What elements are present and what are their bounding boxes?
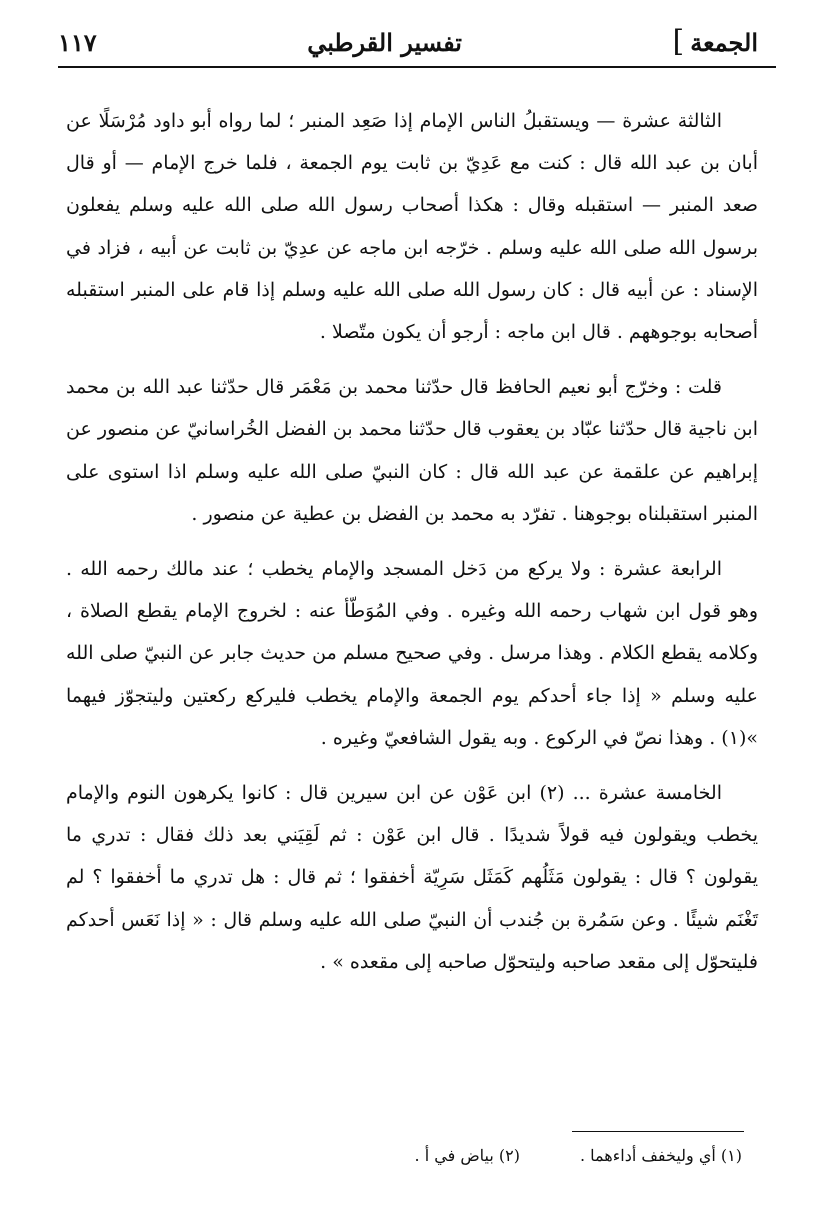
paragraph-fifteenth: الخامسة عشرة ... (٢) ابن عَوْن عن ابن سيرين قال : كانوا يكرهون النوم والإمام يخطب ويقولون فيه قولاً شديدًا . قال ابن عَوْن : ثم لَقِيَني بعد ذلك فقال : تدري ما يقولون ؟ قال : يقولون مَثَلُهم كَمَثَل سَرِيّة أخفقوا ؛ ثم قال : هل تدري ما أخفقوا ؟ لم تَغْنَم شيئًا . وعن سَمُرة بن جُندب أن النبيّ صلى الله عليه وسلم قال : « إذا نَعَس أحدكم فليتحوّل إلى مقعد صاحبه وليتحوّل صاحبه إلى مقعده » . xyxy=(66,782,758,973)
main-text xyxy=(66,100,758,983)
page-number: ١١٧ xyxy=(58,27,97,57)
chapter-bracket: ] xyxy=(672,24,685,59)
footnotes xyxy=(260,1146,742,1165)
footnote-1: (١) أي وليخفف أداءهما . xyxy=(580,1146,742,1165)
chapter-title: الجمعة xyxy=(690,27,758,57)
paragraph-fourteenth: الرابعة عشرة : ولا يركع من دَخل المسجد والإمام يخطب ؛ عند مالك رحمه الله . وهو قول ابن شهاب رحمه الله وغيره . وفي المُوَطّأ عنه : لخروج الإمام يقطع الصلاة ، وكلامه يقطع الكلام . وهذا مرسل . وفي صحيح مسلم من حديث جابر عن النبيّ صلى الله عليه وسلم « إذا جاء أحدكم يوم الجمعة والإمام يخطب فليركع ركعتين وليتجوّز فيهما »(١) . وهذا نصّ في الركوع . وبه يقول الشافعيّ وغيره . xyxy=(66,558,758,749)
footnote-2: (٢) بياض في أ . xyxy=(414,1146,520,1165)
page-header xyxy=(58,22,758,62)
footnote-rule xyxy=(572,1131,744,1132)
paragraph-thirteenth: الثالثة عشرة — ويستقبلُ الناس الإمام إذا صَعِد المنبر ؛ لما رواه أبو داود مُرْسَلًا عن أبان بن عبد الله قال : كنت مع عَدِيّ بن ثابت يوم الجمعة ، فلما خرج الإمام — أو قال صعد المنبر — استقبله وقال : هكذا أصحاب رسول الله صلى الله عليه وسلم يفعلون برسول الله صلى الله عليه وسلم . خرّجه ابن ماجه عن عدِيّ بن ثابت عن أبيه ، فزاد في الإسناد : عن أبيه قال : كان رسول الله صلى الله عليه وسلم إذا قام على المنبر استقبله أصحابه بوجوههم . قال ابن ماجه : أرجو أن يكون متّصلا . xyxy=(66,110,758,344)
chapter-heading xyxy=(672,24,758,59)
paragraph-qultu: قلت : وخرّج أبو نعيم الحافظ قال حدّثنا محمد بن مَعْمَر قال حدّثنا عبد الله بن محمد ابن ناجية قال حدّثنا عبّاد بن يعقوب قال حدّثنا محمد بن الفضل الخُراسانيّ عن منصور عن إبراهيم عن علقمة عن عبد الله قال : كان النبيّ صلى الله عليه وسلم اذا استوى على المنبر استقبلناه بوجوهنا . تفرّد به محمد بن الفضل بن عطية عن منصور . xyxy=(66,376,758,525)
header-rule xyxy=(58,66,776,68)
book-title: تفسير القرطبي xyxy=(307,27,462,57)
